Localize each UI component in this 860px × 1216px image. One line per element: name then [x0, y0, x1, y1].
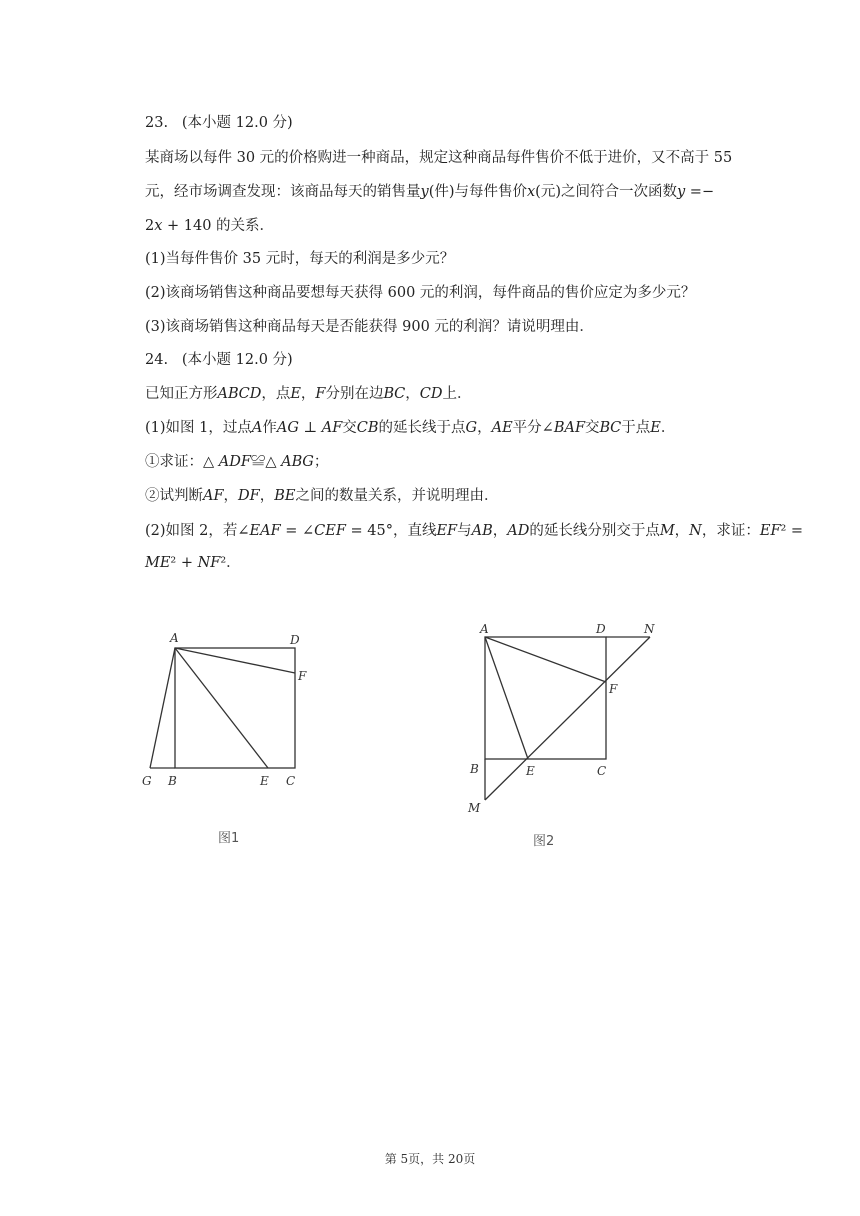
segment-ae: [175, 648, 268, 768]
label-g: G: [142, 774, 152, 788]
figure-1-caption: 图1: [218, 831, 240, 846]
label-m: M: [468, 801, 481, 815]
label-b: B: [470, 762, 479, 776]
q24-part1a: ①求证：△ 𝐴𝐷𝐹≌△ 𝐴𝐵𝐺；: [145, 454, 329, 470]
segment-ae: [485, 637, 528, 759]
label-d: D: [596, 622, 606, 636]
label-f: F: [609, 682, 618, 696]
label-e: E: [526, 764, 535, 778]
label-n: N: [644, 622, 655, 636]
segment-af: [175, 648, 295, 673]
q23-stem-line2: 元，经市场调查发现：该商品每天的销售量𝑦(件)与每件售价𝑥(元)之间符合一次函数𝑦 =−: [145, 184, 715, 200]
q23-part2: (2)该商场销售这种商品要想每天获得 600 元的利润，每件商品的售价应定为多少元？: [145, 285, 696, 301]
q24-part1b: ②试判断𝐴𝐹，𝐷𝐹，𝐵𝐸之间的数量关系，并说明理由．: [145, 488, 499, 504]
q24-stem: 已知正方形𝐴𝐵𝐶𝐷，点𝐸，𝐹分别在边𝐵𝐶，𝐶𝐷上．: [145, 386, 472, 402]
q24-part2-line2: 𝑀𝐸² + 𝑁𝐹²．: [145, 555, 241, 571]
label-a: A: [170, 631, 179, 645]
q24-part2-line1: (2)如图 2，若∠𝐸𝐴𝐹 = ∠𝐶𝐸𝐹 = 45°，直线𝐸𝐹与𝐴𝐵，𝐴𝐷的延长线分别交于点𝑀，𝑁，求证：𝐸𝐹² =: [145, 523, 804, 539]
q24-part1: (1)如图 1，过点𝐴作𝐴𝐺 ⊥ 𝐴𝐹交𝐶𝐵的延长线于点𝐺，𝐴𝐸平分∠𝐵𝐴𝐹交𝐵𝐶于点𝐸．: [145, 420, 676, 436]
figure-1: [130, 620, 330, 860]
q23-stem-line1: 某商场以每件 30 元的价格购进一种商品，规定这种商品每件售价不低于进价，又不高于 55: [145, 150, 733, 166]
square-abcd: [175, 648, 295, 768]
line-mn: [485, 637, 650, 800]
q23-part1: (1)当每件售价 35 元时，每天的利润是多少元？: [145, 251, 455, 267]
figure-1-diagram: [130, 620, 330, 860]
q23-stem-line3: 2𝑥 + 140 的关系．: [145, 218, 275, 234]
label-d: D: [290, 633, 300, 647]
label-e: E: [260, 774, 269, 788]
figure-2-diagram: [460, 615, 680, 855]
q24-header: 24. (本小题 12.0 分): [145, 352, 293, 368]
segment-ag: [150, 648, 175, 768]
q23-part3: (3)该商场销售这种商品每天是否能获得 900 元的利润？请说明理由．: [145, 319, 594, 335]
q23-header: 23. (本小题 12.0 分): [145, 115, 293, 131]
segment-af: [485, 637, 606, 682]
figure-2-caption: 图2: [533, 834, 555, 849]
figure-2: [460, 615, 680, 855]
label-f: F: [298, 669, 307, 683]
label-b: B: [168, 774, 177, 788]
page-footer: 第 5页，共 20页: [384, 1152, 476, 1166]
label-c: C: [597, 764, 607, 778]
label-a: A: [480, 622, 489, 636]
label-c: C: [286, 774, 296, 788]
